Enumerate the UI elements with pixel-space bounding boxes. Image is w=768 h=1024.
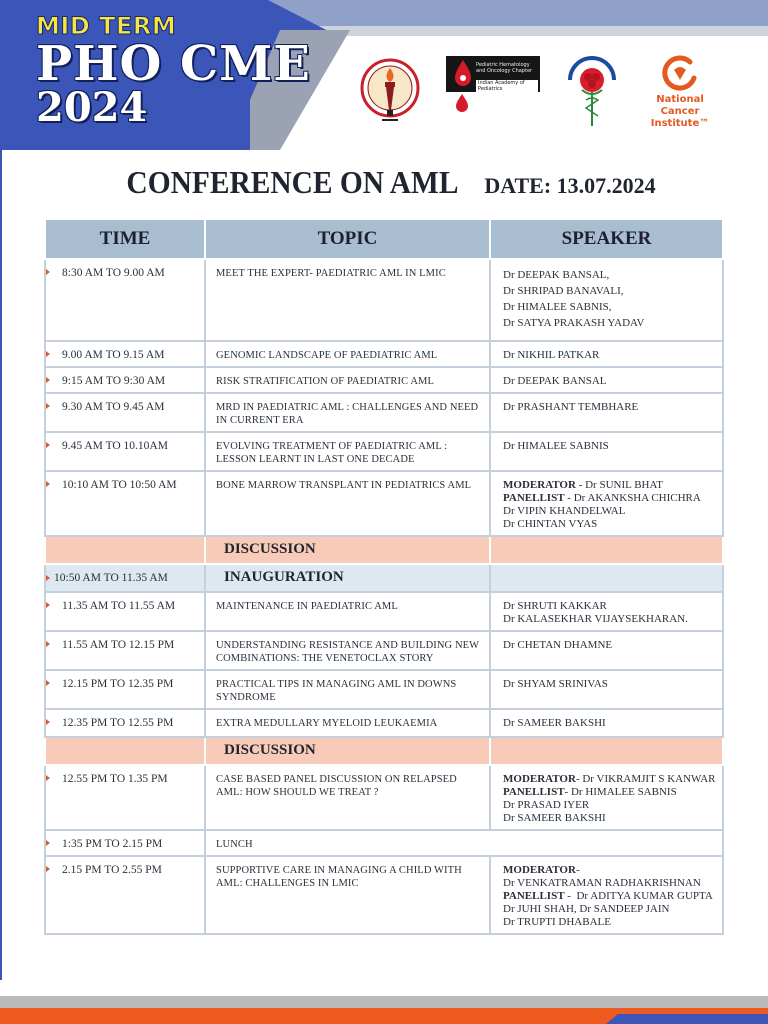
speaker-name: Dr CHETAN DHAMNE — [503, 639, 613, 651]
topic-cell — [205, 856, 490, 934]
speaker-name: Dr SHYAM SRINIVAS — [503, 678, 608, 690]
speaker-cell — [490, 670, 723, 709]
time-cell — [45, 592, 205, 631]
time-cell — [45, 670, 205, 709]
nci-mark-icon — [660, 54, 700, 92]
speaker-name: Dr HIMALEE SABNIS — [570, 786, 677, 798]
footer-stripe-blue — [606, 1014, 768, 1024]
schedule-table — [44, 218, 722, 935]
speaker-name: Dr CHINTAN VYAS — [503, 518, 598, 530]
time-cell — [45, 367, 205, 393]
banner-kicker: MID TERM — [36, 12, 177, 40]
topic-text: MEET THE EXPERT- PAEDIATRIC AML IN LMIC — [216, 268, 446, 279]
band-topic-cell — [205, 564, 490, 592]
speaker-name: Dr SHRUTI KAKKAR — [503, 600, 607, 612]
speaker-cell — [490, 367, 723, 393]
conference-title: CONFERENCE ON AML — [126, 164, 459, 200]
table-row — [45, 670, 723, 709]
nci-line2: Cancer Institute™ — [650, 106, 710, 129]
topic-text: PRACTICAL TIPS IN MANAGING AML IN DOWNS SYNDROME — [216, 679, 457, 703]
topic-cell — [205, 259, 490, 341]
table-row — [45, 341, 723, 367]
speaker-name: Dr SUNIL BHAT — [585, 479, 663, 491]
speaker-name: Dr HIMALEE SABNIS, — [503, 301, 612, 313]
role-separator: - — [575, 479, 586, 491]
role-label: MODERATOR — [503, 864, 576, 876]
time-cell — [45, 341, 205, 367]
speaker-name: Dr JUHI SHAH, Dr SANDEEP JAIN — [503, 903, 670, 915]
topic-text: BONE MARROW TRANSPLANT IN PEDIATRICS AML — [216, 480, 472, 491]
band-topic-cell — [205, 536, 490, 564]
topic-cell — [205, 592, 490, 631]
time-text: 9.00 AM TO 9.15 AM — [62, 349, 165, 361]
time-cell — [45, 259, 205, 341]
speaker-cell — [490, 631, 723, 670]
topic-cell — [205, 830, 723, 856]
topic-cell — [205, 471, 490, 536]
topic-text: EXTRA MEDULLARY MYELOID LEUKAEMIA — [216, 718, 438, 729]
topic-text: LUNCH — [216, 839, 253, 850]
bullet-icon — [46, 269, 50, 275]
discussion-band — [45, 737, 723, 765]
speaker-name: Dr AKANKSHA CHICHRA — [573, 492, 701, 504]
speaker-cell — [490, 592, 723, 631]
bullet-icon — [46, 575, 50, 581]
role-separator: - — [564, 890, 577, 902]
time-text: 9.45 AM TO 10.10AM — [62, 440, 168, 452]
speaker-role-line — [503, 492, 714, 505]
blood-drop-icon — [450, 56, 476, 92]
topic-cell — [205, 432, 490, 471]
pho-chapter-logo — [446, 56, 540, 112]
table-row — [45, 432, 723, 471]
speaker-role-line — [503, 864, 714, 877]
footer-stripe-grey — [0, 996, 768, 1008]
speaker-role-line — [503, 773, 714, 786]
speaker-name: Dr KALASEKHAR VIJAYSEKHARAN. — [503, 613, 688, 625]
table-row — [45, 709, 723, 737]
bullet-icon — [46, 641, 50, 647]
speaker-role-line — [503, 479, 714, 492]
time-text: 10:10 AM TO 10:50 AM — [62, 479, 177, 491]
speaker-cell — [490, 709, 723, 737]
time-cell — [45, 737, 205, 765]
speaker-cell — [490, 259, 723, 341]
bullet-icon — [46, 719, 50, 725]
topic-cell — [205, 765, 490, 830]
table-row — [45, 631, 723, 670]
nci-logo-text — [632, 94, 728, 130]
speaker-name: Dr SAMEER BAKSHI — [503, 812, 606, 824]
bullet-icon — [46, 840, 50, 846]
speaker-cell — [490, 432, 723, 471]
inauguration-band — [45, 564, 723, 592]
banner-title: PHO CME — [36, 36, 311, 92]
topic-cell — [205, 341, 490, 367]
table-header-row — [45, 219, 723, 259]
table-row — [45, 393, 723, 432]
band-speaker-cell — [490, 737, 723, 765]
pho-logo-subtext: Indian Academy of Pediatrics — [476, 80, 538, 92]
speaker-name: Dr SATYA PRAKASH YADAV — [503, 317, 645, 329]
time-text: 8:30 AM TO 9.00 AM — [62, 267, 165, 279]
pho-logo-box — [446, 56, 540, 92]
role-label: MODERATOR — [503, 773, 576, 785]
time-text: 11.55 AM TO 12.15 PM — [62, 639, 175, 651]
band-speaker-cell — [490, 564, 723, 592]
topic-cell — [205, 367, 490, 393]
bullet-icon — [46, 866, 50, 872]
topic-cell — [205, 631, 490, 670]
time-text: 2.15 PM TO 2.55 PM — [62, 864, 162, 876]
bullet-icon — [46, 442, 50, 448]
conference-date: DATE: 13.07.2024 — [484, 173, 656, 198]
band-label: DISCUSSION — [224, 742, 316, 758]
time-cell — [45, 432, 205, 471]
torch-logo-icon — [360, 54, 420, 128]
speaker-name: Dr HIMALEE SABNIS — [503, 440, 609, 452]
lunch-row — [45, 830, 723, 856]
topic-text: SUPPORTIVE CARE IN MANAGING A CHILD WITH AML: CHALLENGES IN LMIC — [216, 865, 462, 889]
table-row — [45, 259, 723, 341]
time-cell — [45, 471, 205, 536]
bullet-icon — [46, 481, 50, 487]
role-separator: - — [564, 786, 571, 798]
role-separator: - — [575, 773, 583, 785]
bullet-icon — [46, 351, 50, 357]
table-row — [45, 471, 723, 536]
time-text: 9:15 AM TO 9:30 AM — [62, 375, 166, 387]
topic-cell — [205, 670, 490, 709]
speaker-name: Dr SAMEER BAKSHI — [503, 717, 606, 729]
speaker-name: Dr SHRIPAD BANAVALI, — [503, 285, 624, 297]
time-cell — [45, 393, 205, 432]
topic-text: MAINTENANCE IN PAEDIATRIC AML — [216, 601, 398, 612]
time-cell — [45, 856, 205, 934]
speaker-name: Dr ADITYA KUMAR GUPTA — [576, 890, 713, 902]
role-label: MODERATOR — [503, 479, 576, 491]
bullet-icon — [46, 377, 50, 383]
page-title — [0, 164, 768, 201]
time-text: 12.55 PM TO 1.35 PM — [62, 773, 168, 785]
table-row — [45, 765, 723, 830]
topic-text: EVOLVING TREATMENT OF PAEDIATRIC AML : LESSON LEARNT IN LAST ONE DECADE — [216, 441, 448, 465]
speaker-cell — [490, 856, 723, 934]
time-text: 1:35 PM TO 2.15 PM — [62, 838, 163, 850]
speaker-cell — [490, 393, 723, 432]
speaker-name: Dr DEEPAK BANSAL — [503, 375, 607, 387]
band-label: DISCUSSION — [224, 541, 316, 557]
header-banner — [0, 0, 768, 150]
header-topic: TOPIC — [205, 219, 490, 259]
speaker-cell — [490, 471, 723, 536]
role-label: PANELLIST — [503, 890, 565, 902]
table-row — [45, 856, 723, 934]
bullet-icon — [46, 775, 50, 781]
band-label: INAUGURATION — [224, 569, 344, 585]
time-cell — [45, 564, 205, 592]
blood-drop-small-icon — [452, 92, 472, 112]
speaker-name: Dr TRUPTI DHABALE — [503, 916, 611, 928]
topic-cell — [205, 393, 490, 432]
role-separator: - — [564, 492, 574, 504]
time-cell — [45, 631, 205, 670]
table-row — [45, 367, 723, 393]
speaker-name: Dr DEEPAK BANSAL, — [503, 269, 610, 281]
topic-cell — [205, 709, 490, 737]
speaker-cell — [490, 341, 723, 367]
speaker-role-line — [503, 786, 714, 799]
time-cell — [45, 536, 205, 564]
band-speaker-cell — [490, 536, 723, 564]
banner-year: 2024 — [36, 84, 148, 131]
speaker-name: Dr VIPIN KHANDELWAL — [503, 505, 626, 517]
time-text: 10:50 AM TO 11.35 AM — [54, 571, 168, 584]
role-label: PANELLIST — [503, 786, 565, 798]
discussion-band — [45, 536, 723, 564]
role-separator: - — [575, 864, 580, 876]
topic-text: CASE BASED PANEL DISCUSSION ON RELAPSED AML: HOW SHOULD WE TREAT ? — [216, 774, 457, 798]
pho-logo-text: Pediatric Hematology and Oncology Chapter — [476, 62, 533, 74]
band-topic-cell — [205, 737, 490, 765]
speaker-name: Dr VENKATRAMAN RADHAKRISHNAN — [503, 877, 701, 889]
time-cell — [45, 830, 205, 856]
time-text: 11.35 AM TO 11.55 AM — [62, 600, 176, 612]
topic-text: RISK STRATIFICATION OF PAEDIATRIC AML — [216, 376, 435, 387]
speaker-name: Dr PRASAD IYER — [503, 799, 590, 811]
iap-logo-icon — [566, 50, 618, 132]
time-text: 12.15 PM TO 12.35 PM — [62, 678, 174, 690]
topic-text: UNDERSTANDING RESISTANCE AND BUILDING NEW COMBINATIONS: THE VENETOCLAX STORY — [216, 640, 479, 664]
header-speaker: SPEAKER — [490, 219, 723, 259]
banner-stripe — [258, 0, 768, 26]
nci-logo — [632, 54, 728, 129]
speaker-cell — [490, 765, 723, 830]
role-label: PANELLIST — [503, 492, 565, 504]
page-left-edge — [0, 150, 2, 980]
nci-line1: National — [656, 94, 704, 105]
topic-text: GENOMIC LANDSCAPE OF PAEDIATRIC AML — [216, 350, 438, 361]
speaker-name: Dr PRASHANT TEMBHARE — [503, 401, 639, 413]
schedule-body — [45, 259, 723, 934]
topic-text: MRD IN PAEDIATRIC AML : CHALLENGES AND NEED IN CURRENT ERA — [216, 402, 479, 426]
time-text: 12.35 PM TO 12.55 PM — [62, 717, 174, 729]
bullet-icon — [46, 602, 50, 608]
speaker-name: Dr VIKRAMJIT S KANWAR — [582, 773, 716, 785]
bullet-icon — [46, 403, 50, 409]
time-cell — [45, 709, 205, 737]
time-text: 9.30 AM TO 9.45 AM — [62, 401, 165, 413]
speaker-role-line — [503, 890, 714, 903]
speaker-name: Dr NIKHIL PATKAR — [503, 349, 600, 361]
time-cell — [45, 765, 205, 830]
bullet-icon — [46, 680, 50, 686]
header-time: TIME — [45, 219, 205, 259]
table-row — [45, 592, 723, 631]
